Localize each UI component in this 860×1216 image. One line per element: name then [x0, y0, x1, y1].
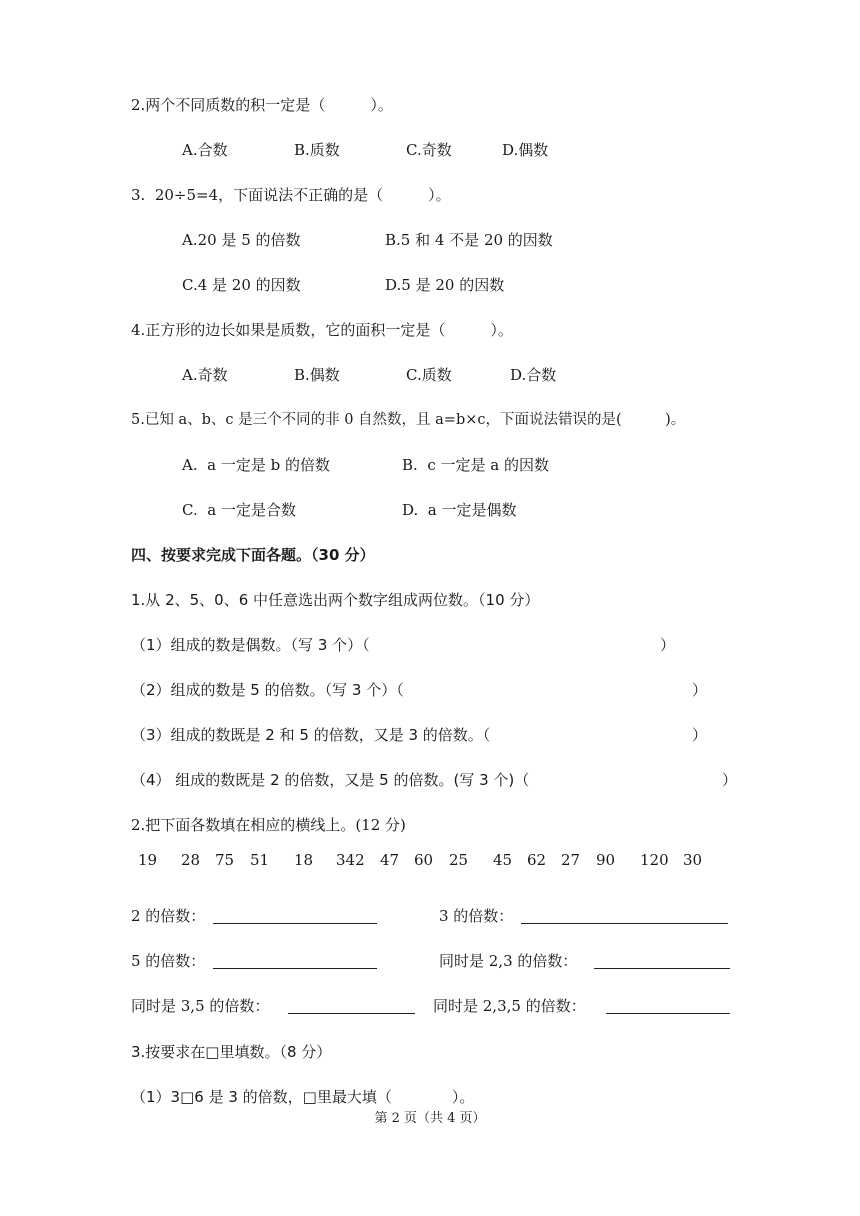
s4-q3-item-1: （1）3□6 是 3 的倍数，□里最大填（ ）。: [131, 1088, 475, 1106]
s4-q2-stem: 2.把下面各数填在相应的横线上。(12 分): [131, 816, 406, 834]
q5-option-c: C. a 一定是合数: [182, 501, 296, 519]
q4-option-d: D.合数: [510, 366, 557, 384]
q4-stem: 4.正方形的边长如果是质数，它的面积一定是（ ）。: [131, 321, 513, 339]
q2-option-c: C.奇数: [406, 141, 452, 159]
q3-stem: 3. 20÷5=4，下面说法不正确的是（ ）。: [131, 186, 451, 204]
number-item: 18: [294, 851, 314, 869]
multiples-of-2-3-5-blank[interactable]: [606, 1013, 730, 1014]
number-item: 30: [683, 851, 703, 869]
q2-option-d: D.偶数: [502, 141, 549, 159]
q5-option-b: B. c 一定是 a 的因数: [402, 456, 549, 474]
s4-q1-item-4-close: ）: [722, 771, 738, 789]
multiples-of-5-blank[interactable]: [213, 968, 377, 969]
s4-q3-stem: 3.按要求在□里填数。（8 分）: [131, 1043, 332, 1061]
section4-heading: 四、按要求完成下面各题。（30 分）: [131, 546, 375, 564]
multiples-of-3-5-blank[interactable]: [288, 1013, 415, 1014]
multiples-of-2-3-label: 同时是 2,3 的倍数：: [439, 952, 578, 970]
q5-option-d: D. a 一定是偶数: [402, 501, 517, 519]
page-footer: 第 2 页（共 4 页）: [374, 1111, 486, 1126]
number-item: 60: [414, 851, 434, 869]
q2-option-a: A.合数: [182, 141, 228, 159]
number-item: 90: [596, 851, 616, 869]
multiples-of-2-label: 2 的倍数：: [131, 907, 206, 925]
multiples-of-3-5-label: 同时是 3,5 的倍数：: [131, 997, 270, 1015]
s4-q1-stem: 1.从 2、5、0、6 中任意选出两个数字组成两位数。（10 分）: [131, 591, 540, 609]
multiples-of-5-label: 5 的倍数：: [131, 952, 206, 970]
number-item: 45: [493, 851, 513, 869]
number-item: 62: [527, 851, 547, 869]
q4-option-c: C.质数: [406, 366, 452, 384]
multiples-of-3-blank[interactable]: [521, 923, 728, 924]
s4-q1-item-2: （2）组成的数是 5 的倍数。（写 3 个）（: [131, 681, 404, 699]
q3-option-b: B.5 和 4 不是 20 的因数: [385, 231, 553, 249]
s4-q1-item-3-close: ）: [692, 726, 708, 744]
q5-option-a: A. a 一定是 b 的倍数: [182, 456, 330, 474]
multiples-of-3-label: 3 的倍数：: [439, 907, 514, 925]
q2-option-b: B.质数: [294, 141, 340, 159]
s4-q1-item-2-close: ）: [692, 681, 708, 699]
s4-q1-item-1: （1）组成的数是偶数。（写 3 个）（: [131, 636, 370, 654]
number-item: 51: [250, 851, 270, 869]
s4-q1-item-4: （4） 组成的数既是 2 的倍数，又是 5 的倍数。(写 3 个)（: [131, 771, 530, 789]
number-item: 27: [561, 851, 581, 869]
multiples-of-2-3-blank[interactable]: [594, 968, 730, 969]
multiples-of-2-3-5-label: 同时是 2,3,5 的倍数：: [433, 997, 586, 1015]
q2-stem: 2.两个不同质数的积一定是（ ）。: [131, 96, 393, 114]
number-item: 342: [336, 851, 365, 869]
number-item: 120: [640, 851, 669, 869]
number-item: 47: [380, 851, 400, 869]
q3-option-c: C.4 是 20 的因数: [182, 276, 301, 294]
number-item: 28: [181, 851, 201, 869]
s4-q1-item-1-close: ）: [660, 636, 676, 654]
q4-option-a: A.奇数: [182, 366, 228, 384]
number-item: 19: [138, 851, 158, 869]
number-item: 25: [449, 851, 469, 869]
q4-option-b: B.偶数: [294, 366, 340, 384]
number-item: 75: [215, 851, 235, 869]
multiples-of-2-blank[interactable]: [213, 923, 377, 924]
q3-option-d: D.5 是 20 的因数: [385, 276, 505, 294]
q5-stem: 5.已知 a、b、c 是三个不同的非 0 自然数，且 a=b×c，下面说法错误的是( )。: [131, 412, 686, 428]
q3-option-a: A.20 是 5 的倍数: [182, 231, 301, 249]
s4-q1-item-3: （3）组成的数既是 2 和 5 的倍数，又是 3 的倍数。（: [131, 726, 491, 744]
